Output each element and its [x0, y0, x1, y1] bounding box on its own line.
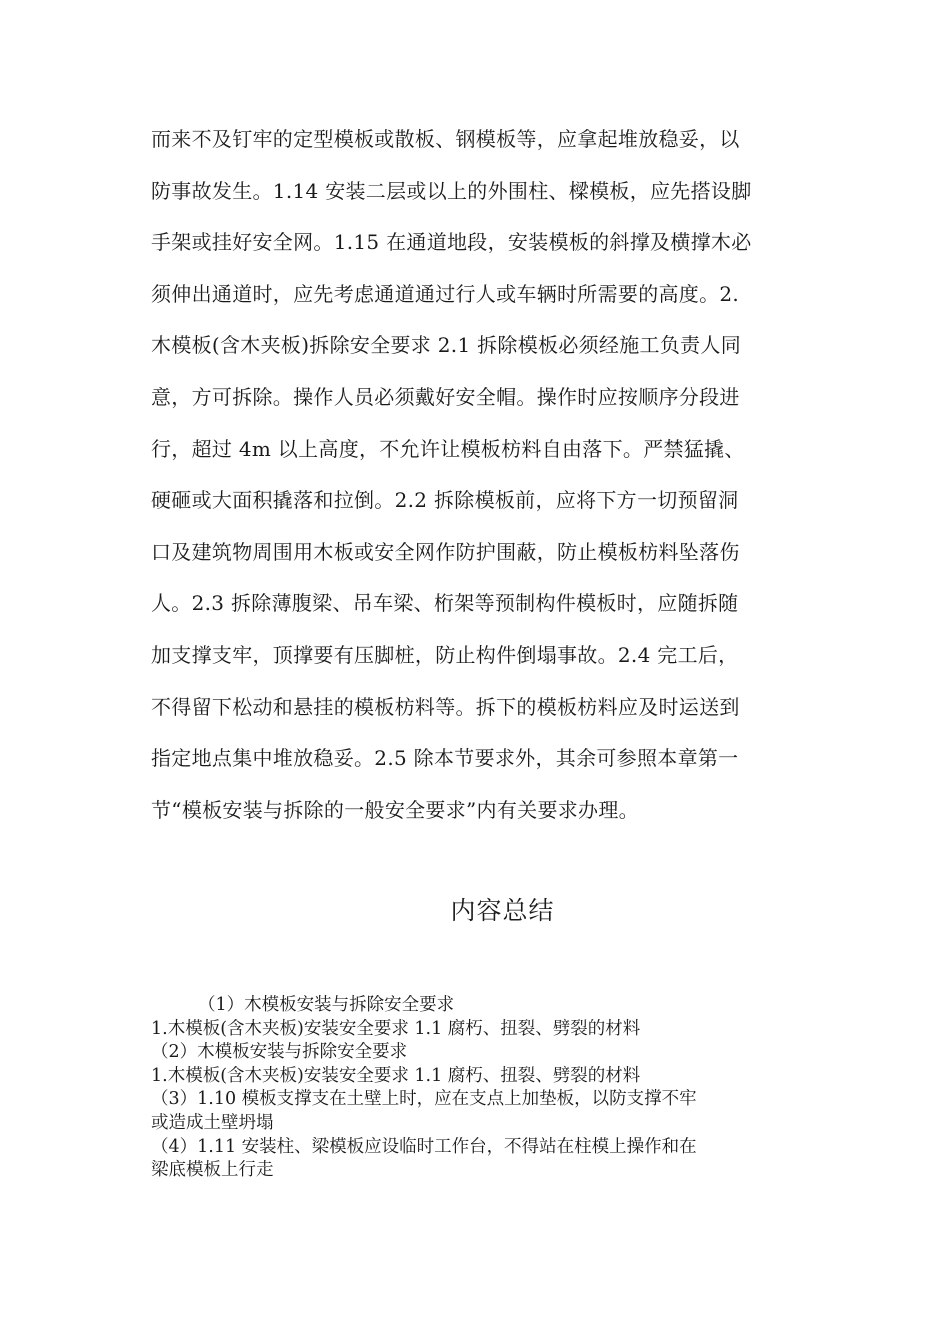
body-line: 口及建筑物周围用木板或安全网作防护围蔽，防止模板枋料坠落伤: [151, 539, 740, 564]
body-line: 人。2.3 拆除薄腹梁、吊车梁、桁架等预制构件模板时，应随拆随: [151, 591, 739, 616]
body-line: 而来不及钉牢的定型模板或散板、钢模板等，应拿起堆放稳妥，以: [151, 127, 740, 151]
body-line: 节“模板安装与拆除的一般安全要求”内有关要求办理。: [151, 797, 639, 822]
body-line: 不得留下松动和悬挂的模板枋料等。拆下的模板枋料应及时运送到: [151, 694, 740, 719]
summary-item-text: （4）1.11 安装柱、梁模板应设临时工作台，不得站在柱模上操作和在: [151, 1136, 697, 1157]
body-line: 防事故发生。1.14 安装二层或以上的外围柱、樑模板，应先搭设脚: [151, 178, 752, 203]
body-line: 须伸出通道时，应先考虑通道通过行人或车辆时所需要的高度。2.: [151, 281, 740, 306]
body-line: 行，超过 4m 以上高度，不允许让模板枋料自由落下。严禁猛撬、: [151, 436, 745, 461]
summary-list: [151, 994, 791, 1183]
body-line: 手架或挂好安全网。1.15 在通道地段，安装模板的斜撑及横撑木必: [151, 230, 752, 255]
body-line: 指定地点集中堆放稳妥。2.5 除本节要求外，其余可参照本章第一: [151, 746, 739, 771]
summary-item-text: 梁底模板上行走: [151, 1160, 274, 1181]
body-line: 意，方可拆除。操作人员必须戴好安全帽。操作时应按顺序分段进: [151, 384, 740, 409]
summary-item-text: 1.木模板(含木夹板)安装安全要求 1.1 腐朽、扭裂、劈裂的材料: [151, 1018, 641, 1039]
body-paragraph: [151, 117, 801, 839]
summary-item-heading: （1）木模板安装与拆除安全要求: [198, 995, 455, 1015]
body-line: 硬砸或大面积撬落和拉倒。2.2 拆除模板前，应将下方一切预留洞: [151, 488, 739, 513]
summary-item-text: （3）1.10 模板支撑支在土壁上时，应在支点上加垫板，以防支撑不牢: [151, 1089, 697, 1110]
summary-item-heading: （2）木模板安装与拆除安全要求: [151, 1042, 408, 1063]
summary-heading: 内容总结: [450, 896, 555, 925]
summary-item-text: 1.木模板(含木夹板)安装安全要求 1.1 腐朽、扭裂、劈裂的材料: [151, 1065, 641, 1086]
body-line: 加支撑支牢，顶撑要有压脚桩，防止构件倒塌事故。2.4 完工后，: [151, 642, 739, 667]
body-line: 木模板(含木夹板)拆除安全要求 2.1 拆除模板必须经施工负责人同: [151, 333, 742, 358]
summary-item-text: 或造成土壁坍塌: [151, 1112, 274, 1133]
